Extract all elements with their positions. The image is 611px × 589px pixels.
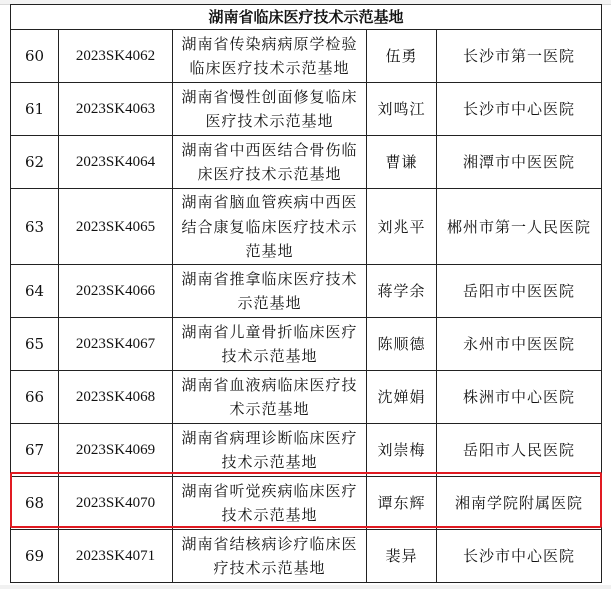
- table-row: [11, 83, 602, 136]
- project-code: 2023SK4071: [59, 530, 173, 583]
- base-name-text: 湖南省听觉疾病临床医疗技术示范基地: [181, 482, 358, 525]
- hospital-name: 湘潭市中医医院: [437, 136, 602, 189]
- table-row: [11, 530, 602, 583]
- person-in-charge: 沈婵娟: [367, 371, 437, 424]
- table-title-row: [11, 5, 602, 30]
- hospital-name: 郴州市第一人民医院: [437, 189, 602, 265]
- row-index: 69: [11, 530, 59, 583]
- base-name-text: 湖南省结核病诊疗临床医疗技术示范基地: [181, 535, 358, 578]
- person-in-charge: 陈顺德: [367, 318, 437, 371]
- table-title: 湖南省临床医疗技术示范基地: [11, 5, 602, 30]
- base-name-text: 湖南省中西医结合骨伤临床医疗技术示范基地: [181, 141, 358, 184]
- table-row: [11, 265, 602, 318]
- base-name: [173, 371, 367, 424]
- base-name-text: 湖南省慢性创面修复临床医疗技术示范基地: [181, 88, 358, 131]
- project-code: 2023SK4066: [59, 265, 173, 318]
- person-in-charge: 裴异: [367, 530, 437, 583]
- base-name: [173, 477, 367, 530]
- base-name: [173, 530, 367, 583]
- table-row: [11, 30, 602, 83]
- hospital-name: 长沙市中心医院: [437, 83, 602, 136]
- row-index: 61: [11, 83, 59, 136]
- hospital-name: 长沙市中心医院: [437, 530, 602, 583]
- project-code: 2023SK4064: [59, 136, 173, 189]
- table-row: [11, 424, 602, 477]
- project-code: 2023SK4068: [59, 371, 173, 424]
- table-row: [11, 136, 602, 189]
- project-code: 2023SK4069: [59, 424, 173, 477]
- row-index: 66: [11, 371, 59, 424]
- project-code: 2023SK4067: [59, 318, 173, 371]
- person-in-charge: 刘崇梅: [367, 424, 437, 477]
- base-name: [173, 83, 367, 136]
- base-name: [173, 136, 367, 189]
- base-name-text: 湖南省儿童骨折临床医疗技术示范基地: [181, 323, 358, 366]
- row-index: 64: [11, 265, 59, 318]
- row-index: 62: [11, 136, 59, 189]
- base-name-text: 湖南省脑血管疾病中西医结合康复临床医疗技术示范基地: [181, 193, 358, 260]
- person-in-charge: 蒋学余: [367, 265, 437, 318]
- hospital-name: 永州市中医医院: [437, 318, 602, 371]
- row-index: 65: [11, 318, 59, 371]
- base-name-text: 湖南省病理诊断临床医疗技术示范基地: [181, 429, 358, 472]
- person-in-charge: 刘兆平: [367, 189, 437, 265]
- row-index: 67: [11, 424, 59, 477]
- base-name: [173, 424, 367, 477]
- table-row: [11, 189, 602, 265]
- hospital-name: 株洲市中心医院: [437, 371, 602, 424]
- hospital-name: 湘南学院附属医院: [437, 477, 602, 530]
- base-name: [173, 318, 367, 371]
- project-code: 2023SK4063: [59, 83, 173, 136]
- row-index: 63: [11, 189, 59, 265]
- hospital-name: 岳阳市中医医院: [437, 265, 602, 318]
- base-name: [173, 265, 367, 318]
- table-row: [11, 371, 602, 424]
- person-in-charge: 伍勇: [367, 30, 437, 83]
- bottom-edge: [0, 585, 611, 589]
- table-row: [11, 318, 602, 371]
- project-code: 2023SK4062: [59, 30, 173, 83]
- row-index: 68: [11, 477, 59, 530]
- base-name-text: 湖南省传染病病原学检验临床医疗技术示范基地: [181, 35, 358, 78]
- person-in-charge: 曹谦: [367, 136, 437, 189]
- base-name-text: 湖南省血液病临床医疗技术示范基地: [181, 376, 358, 419]
- base-name: [173, 30, 367, 83]
- table-row-highlighted: [11, 477, 602, 530]
- project-code: 2023SK4070: [59, 477, 173, 530]
- base-name-text: 湖南省推拿临床医疗技术示范基地: [181, 270, 358, 313]
- base-list-table: [10, 4, 602, 583]
- hospital-name: 岳阳市人民医院: [437, 424, 602, 477]
- base-name: [173, 189, 367, 265]
- row-index: 60: [11, 30, 59, 83]
- project-code: 2023SK4065: [59, 189, 173, 265]
- person-in-charge: 刘鸣江: [367, 83, 437, 136]
- person-in-charge: 谭东辉: [367, 477, 437, 530]
- hospital-name: 长沙市第一医院: [437, 30, 602, 83]
